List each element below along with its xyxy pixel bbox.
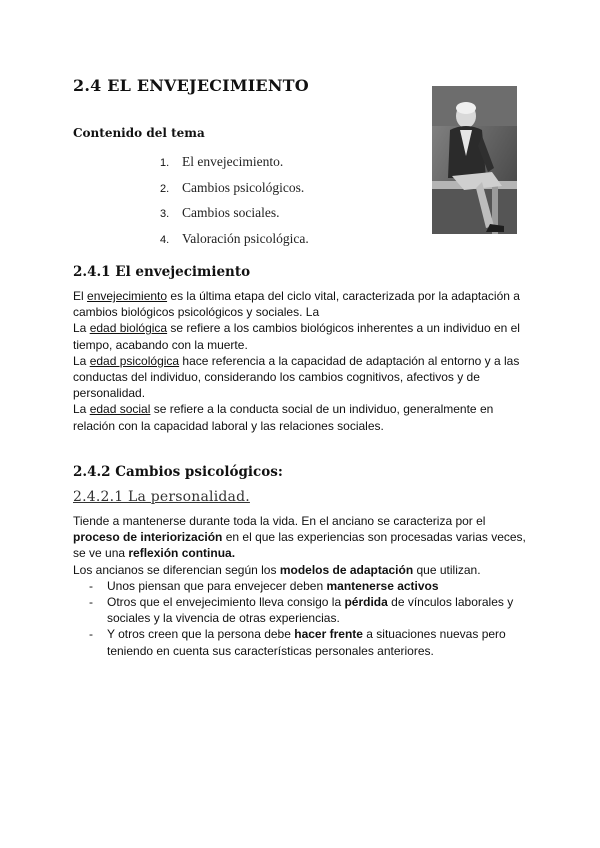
toc-heading: Contenido del tema [73,126,205,140]
elderly-man-photo [432,86,517,234]
toc-item-number: 3. [160,208,170,220]
list-item [73,578,533,594]
text-run: El [73,289,88,303]
text-run: Unos piensan que para envejecer deben [107,578,327,593]
toc-item [160,150,309,176]
text-run: La [73,353,90,368]
underlined-term: envejecimiento [87,289,168,303]
text-run: en el que las experiencias son procesadas varias veces, se ve una [73,530,526,561]
adaptation-models-list [73,578,533,659]
bold-term: modelos de adaptación [279,562,414,577]
section-heading-cambios-psicologicos: 2.4.2 Cambios psicológicos: [73,464,283,480]
text-run: es la última etapa del ciclo vital, caracterizada por la adaptación a cambios biológicos psicológicos y sociales. La [73,289,520,320]
list-item [73,626,533,658]
text-run: se refiere a los cambios biológicos inherentes a un individuo en el tiempo, acabando con la muerte. [73,321,520,352]
section-body-envejecimiento [73,288,533,434]
paragraph [73,562,533,578]
dash-bullet: - [89,578,93,593]
bold-term: hacer frente [294,627,363,642]
toc-list [160,150,309,252]
dash-bullet: - [89,627,93,642]
text-run: se refiere a la conducta social de un individuo, generalmente en relación con la capacidad laboral y las relaciones sociales. [73,402,494,433]
paragraph [73,513,533,562]
toc-item [160,201,309,227]
text-run: La [73,402,90,417]
text-run: Los ancianos se diferencian según los [73,562,280,577]
text-run: de vínculos laborales y sociales y la vivencia de otras experiencias. [107,595,514,626]
text-run: Y otros creen que la persona debe [107,627,295,642]
toc-item-number: 2. [160,182,170,195]
toc-item-number: 4. [160,233,170,246]
toc-item [160,227,309,253]
list-item [73,594,533,626]
bold-term: reflexión continua. [128,546,236,561]
toc-item-text: Cambios sociales. [182,205,280,220]
paragraph [73,320,533,352]
paragraph [73,288,533,320]
dash-bullet: - [89,595,93,610]
underlined-term: edad psicológica [89,353,180,368]
paragraph [73,353,533,402]
paragraph [73,401,533,433]
subsection-heading-personalidad: 2.4.2.1 La personalidad. [73,489,250,505]
toc-item [160,176,309,202]
text-run: hace referencia a la capacidad de adaptación al entorno y a las conductas del individuo, considerando los cambios cognitivos, afectivos y de personalidad. [73,353,520,401]
toc-item-text: El envejecimiento. [182,154,284,169]
bold-term: proceso de interiorización [73,530,223,545]
toc-item-number: 1. [160,157,170,169]
underlined-term: edad social [89,402,151,417]
section-heading-envejecimiento: 2.4.1 El envejecimiento [73,264,251,280]
text-run: a situaciones nuevas pero teniendo en cuenta sus características personales anteriores. [107,627,506,658]
bold-term: pérdida [344,595,388,610]
underlined-term: edad biológica [89,321,168,336]
text-run: Tiende a mantenerse durante toda la vida. En el anciano se caracteriza por el [73,514,486,528]
section-body-personalidad [73,513,533,659]
bold-term: mantenerse activos [326,578,439,593]
toc-item-text: Cambios psicológicos. [182,179,305,195]
text-run: La [73,321,90,336]
toc-item-text: Valoración psicológica. [182,230,309,246]
text-run: que utilizan. [413,562,481,577]
text-run: Otros que el envejecimiento lleva consigo la [107,595,345,610]
page-title: 2.4 EL ENVEJECIMIENTO [73,76,309,95]
